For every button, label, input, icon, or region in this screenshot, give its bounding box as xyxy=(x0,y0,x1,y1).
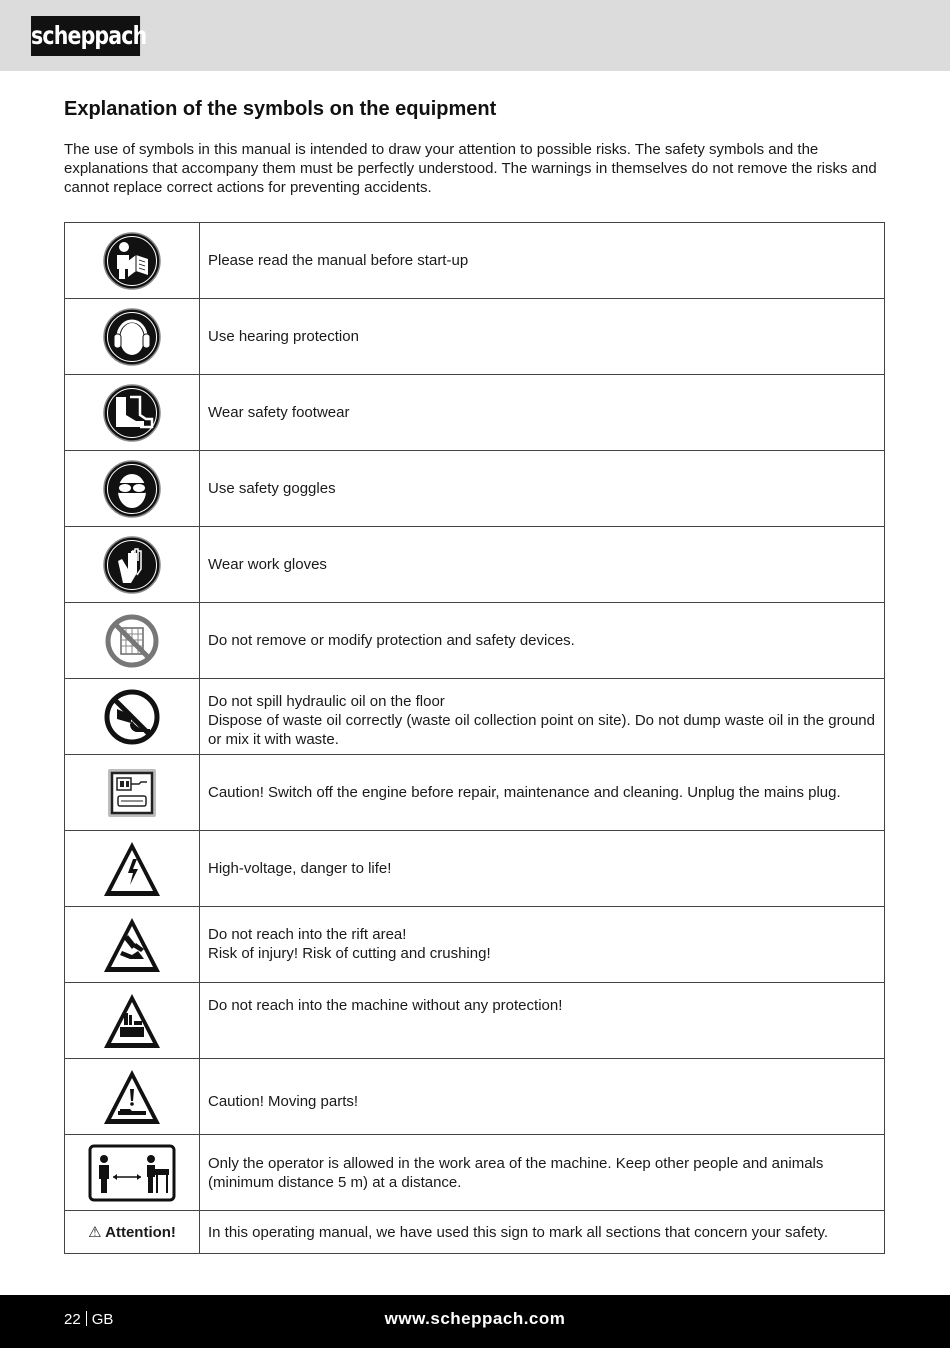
intro-paragraph: The use of symbols in this manual is intended to draw your attention to possible risks. The safety symbols and the explanations that accompany them must be perfectly understood. The warnings in themselves do not remove the risks and cannot replace correct actions for preventing accidents. xyxy=(64,141,877,196)
symbol-description: Wear work gloves xyxy=(208,556,327,573)
page-title: Explanation of the symbols on the equipment xyxy=(64,98,497,120)
symbol-row xyxy=(65,1059,885,1135)
attention-description: In this operating manual, we have used this sign to mark all sections that concern your safety. xyxy=(208,1223,829,1241)
unplug-before-maintenance-icon xyxy=(102,763,162,823)
symbol-description: High-voltage, danger to life! xyxy=(208,860,392,877)
symbol-row xyxy=(65,907,885,983)
moving-parts-icon xyxy=(102,1067,162,1127)
symbol-description: Use safety goggles xyxy=(208,480,336,497)
page-footer xyxy=(0,1295,950,1348)
symbol-row xyxy=(65,831,885,907)
symbol-row xyxy=(65,983,885,1059)
symbol-description: Caution! Moving parts! xyxy=(208,1093,359,1110)
symbol-description: Only the operator is allowed in the work area of the machine. Keep other people and animals (minimum distance 5 m) at a distance. xyxy=(208,1154,824,1191)
no-oil-spill-icon xyxy=(102,687,162,747)
symbol-description: Dispose of waste oil correctly (waste oil collection point on site). Do not dump waste oil in the ground or mix it with waste. xyxy=(208,712,875,748)
no-removing-guards-icon xyxy=(102,611,162,671)
keep-distance-icon xyxy=(87,1143,177,1203)
symbol-row xyxy=(65,223,885,299)
symbol-row xyxy=(65,527,885,603)
symbol-row xyxy=(65,755,885,831)
symbol-description: Caution! Switch off the engine before repair, maintenance and cleaning. Unplug the mains plug. xyxy=(208,784,841,801)
work-gloves-icon xyxy=(102,535,162,595)
symbol-description: Do not reach into the rift area! xyxy=(208,926,407,943)
attention-label: ⚠ Attention! xyxy=(88,1223,176,1241)
safety-goggles-icon xyxy=(102,459,162,519)
symbol-description: Please read the manual before start-up xyxy=(208,252,469,269)
page-number-value: 22 xyxy=(64,1311,81,1328)
symbol-description: Do not spill hydraulic oil on the floor xyxy=(208,693,445,710)
attention-row xyxy=(65,1211,885,1254)
symbol-description: Wear safety footwear xyxy=(208,404,350,421)
symbol-description: Risk of injury! Risk of cutting and crushing! xyxy=(208,945,491,962)
language-code: GB xyxy=(91,1311,114,1328)
symbol-row xyxy=(65,375,885,451)
symbol-description: Do not remove or modify protection and safety devices. xyxy=(208,632,575,649)
high-voltage-icon xyxy=(102,839,162,899)
page-header xyxy=(0,0,950,71)
website-link[interactable]: www.scheppach.com xyxy=(384,1309,566,1328)
scheppach-logo: scheppach xyxy=(31,16,140,56)
crushing-hazard-icon xyxy=(102,915,162,975)
symbol-row xyxy=(65,451,885,527)
symbol-row xyxy=(65,603,885,679)
read-manual-icon xyxy=(102,231,162,291)
symbols-table xyxy=(64,222,885,1254)
safety-footwear-icon xyxy=(102,383,162,443)
symbol-row xyxy=(65,679,885,755)
hearing-protection-icon xyxy=(102,307,162,367)
symbol-description: Use hearing protection xyxy=(208,328,359,345)
hand-in-machine-icon xyxy=(102,991,162,1051)
symbol-description: Do not reach into the machine without any protection! xyxy=(208,997,563,1014)
symbol-row xyxy=(65,1135,885,1211)
symbol-row xyxy=(65,299,885,375)
